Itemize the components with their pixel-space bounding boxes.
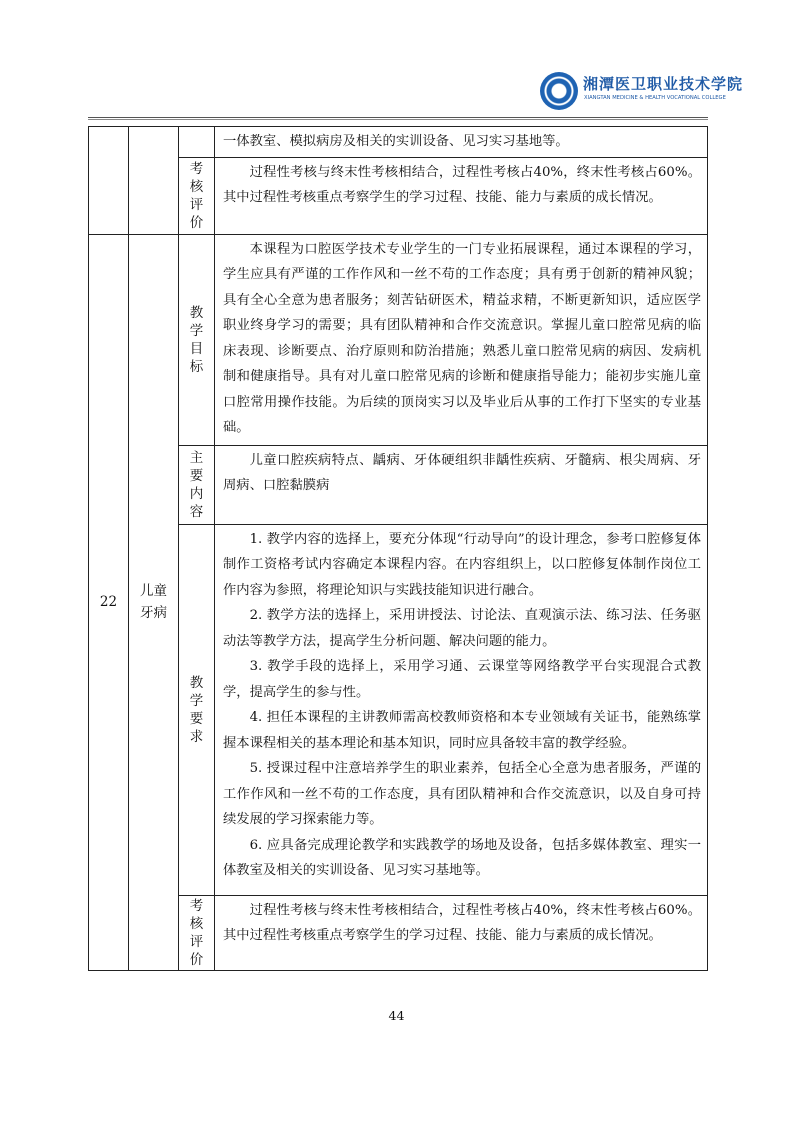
requirements-label: 教学要求 (189, 674, 204, 745)
page-number: 44 (388, 1008, 405, 1023)
assessment-text-cell (215, 895, 708, 970)
course-name: 儿童牙病 (129, 234, 179, 970)
prev-course-number-cell (89, 127, 129, 235)
text-paragraph: 儿童口腔疾病特点、龋病、牙体硬组织非龋性疾病、牙髓病、根尖周病、牙周病、口腔黏膜病 (223, 452, 701, 493)
goals-text-cell (215, 234, 708, 445)
assessment-label-cell (179, 895, 215, 970)
requirements-text-cell (215, 524, 708, 895)
requirement-item: 6. 应具备完成理论教学和实践教学的场地及设备，包括多媒体教室、理实一体教室及相关的实训设备、见习实习基地等。 (223, 837, 701, 878)
prev-course-label-cell (179, 127, 215, 158)
text-paragraph: 过程性考核与终末性考核相结合，过程性考核占40%，终末性考核占60%。其中过程性考核重点考察学生的学习过程、技能、能力与素质的成长情况。 (223, 164, 701, 205)
header-divider-secondary (88, 119, 708, 120)
goals-label: 教学目标 (189, 304, 204, 375)
school-name-cn: 湘潭医卫职业技术学院 (583, 75, 744, 93)
assessment-label: 考核评价 (189, 897, 204, 968)
header-divider (88, 117, 708, 118)
requirements-label-cell (179, 524, 215, 895)
prev-course-name-cell (129, 127, 179, 235)
school-logo (540, 70, 744, 114)
prev-assessment-text-cell (215, 157, 708, 234)
course-table (88, 126, 708, 971)
school-name-en: XIANGTAN MEDICINE & HEALTH VOCATIONAL COLLEGE (584, 95, 726, 101)
course-number: 22 (89, 234, 129, 970)
goals-label-cell (179, 234, 215, 445)
table-row (89, 895, 708, 970)
content-label-cell (179, 445, 215, 524)
requirement-item: 2. 教学方法的选择上，采用讲授法、讨论法、直观演示法、练习法、任务驱动法等教学方法，提高学生分析问题、解决问题的能力。 (223, 608, 701, 649)
text-paragraph: 一体教室、模拟病房及相关的实训设备、见习实习基地等。 (223, 134, 569, 149)
table-row (89, 127, 708, 158)
school-emblem-icon (540, 72, 578, 110)
text-paragraph: 过程性考核与终末性考核相结合，过程性考核占40%，终末性考核占60%。其中过程性考核重点考察学生的学习过程、技能、能力与素质的成长情况。 (223, 902, 701, 943)
prev-course-requirements-tail (215, 127, 708, 158)
content-label: 主要内容 (189, 449, 204, 520)
table-row (89, 524, 708, 895)
prev-assessment-label: 考核评价 (189, 160, 204, 231)
prev-assessment-label-cell (179, 157, 215, 234)
requirement-item: 1. 教学内容的选择上，要充分体现“行动导向”的设计理念，参考口腔修复体制作工资格考试内容确定本课程内容。在内容组织上，以口腔修复体制作岗位工作内容为参照，将理论知识与实践技能知识进行融合。 (223, 531, 701, 598)
requirement-item: 3. 教学手段的选择上，采用学习通、云课堂等网络教学平台实现混合式教学，提高学生的参与性。 (223, 659, 701, 700)
table-row (89, 234, 708, 445)
text-paragraph: 本课程为口腔医学技术专业学生的一门专业拓展课程，通过本课程的学习，学生应具有严谨的工作作风和一丝不苟的工作态度；具有勇于创新的精神风貌；具有全心全意为患者服务；刻苦钻研医术，精益求精，不断更新知识，适应医学职业终身学习的需要；具有团队精神和合作交流意识。掌握儿童口腔常见病的临床表现、诊断要点、治疗原则和防治措施；熟悉儿童口腔常见病的病因、发病机制和健康指导。具有对儿童口腔常见病的诊断和健康指导能力；能初步实施儿童口腔常用操作技能。为后续的顶岗实习以及毕业后从事的工作打下坚实的专业基础。 (223, 241, 701, 435)
requirement-item: 4. 担任本课程的主讲教师需高校教师资格和本专业领域有关证书，能熟练掌握本课程相关的基本理论和基本知识，同时应具备较丰富的教学经验。 (223, 710, 701, 751)
content-text-cell (215, 445, 708, 524)
table-row (89, 157, 708, 234)
table-row (89, 445, 708, 524)
requirement-item: 5. 授课过程中注意培养学生的职业素养，包括全心全意为患者服务，严谨的工作作风和一丝不苟的工作态度，具有团队精神和合作交流意识，以及自身可持续发展的学习探索能力等。 (223, 761, 701, 827)
